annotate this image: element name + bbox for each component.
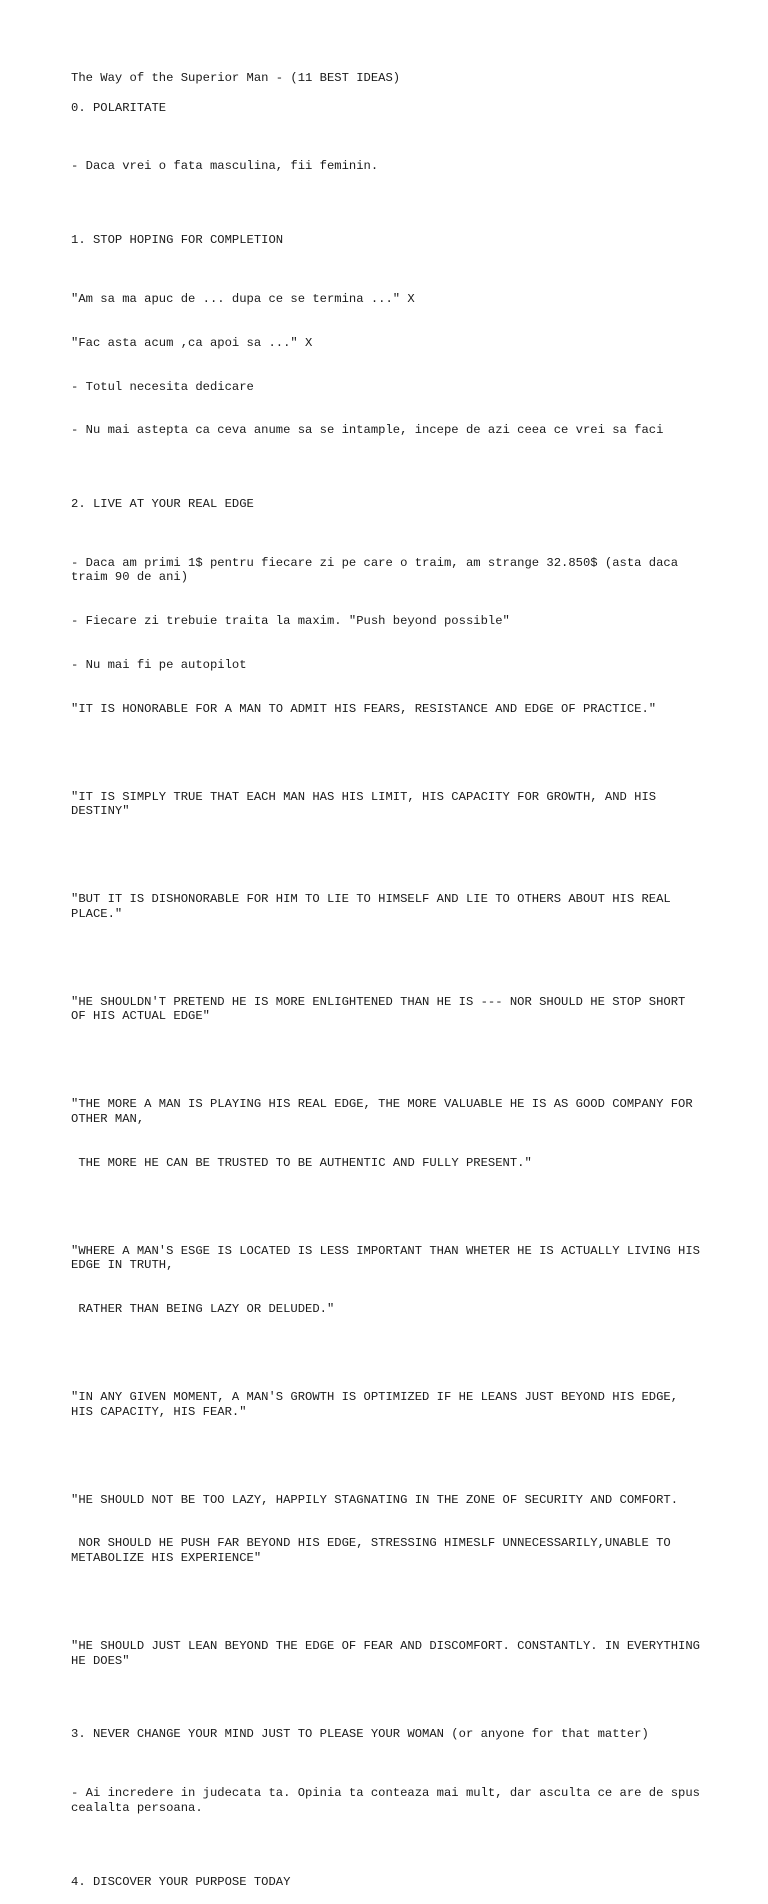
quote-line: "THE MORE A MAN IS PLAYING HIS REAL EDGE, THE MORE VALUABLE HE IS AS GOOD COMPANY FOR OTHER MAN, [71,1097,700,1127]
document-title: The Way of the Superior Man - (11 BEST IDEAS) [71,71,401,85]
quote-paragraph [71,1215,708,1346]
section-1-body [71,263,701,467]
section-heading-4: 4. DISCOVER YOUR PURPOSE TODAY [71,1874,291,1889]
section-2-body [71,527,701,746]
quote-line: "HE SHOULD NOT BE TOO LAZY, HAPPILY STAGNATING IN THE ZONE OF SECURITY AND COMFORT. [71,1492,679,1507]
text-line: "Fac asta acum ,ca apoi sa ..." X [71,335,313,350]
text-line: "IT IS HONORABLE FOR A MAN TO ADMIT HIS FEARS, RESISTANCE AND EDGE OF PRACTICE." [71,701,657,716]
text-line: - Daca am primi 1$ pentru fiecare zi pe care o traim, am strange 32.850$ (asta daca traim 90 de ani) [71,555,686,585]
text-line: "Am sa ma apuc de ... dupa ce se termina ..." X [71,291,415,306]
quote-paragraph [71,761,701,849]
text-line: - Ai incredere in judecata ta. Opinia ta conteaza mai mult, dar asculta ce are de spus cealalta persoana. [71,1786,708,1815]
section-heading-0: 0. POLARITATE [71,100,167,115]
quote-paragraph [71,1464,701,1595]
quote-paragraph [71,863,701,951]
quote-line: "HE SHOULD JUST LEAN BEYOND THE EDGE OF FEAR AND DISCOMFORT. CONSTANTLY. IN EVERYTHING HE DOES" [71,1639,708,1668]
text-line: - Nu mai fi pe autopilot [71,658,247,672]
section-3-body [71,1757,708,1845]
quote-paragraph [71,966,701,1054]
quote-line: "WHERE A MAN'S ESGE IS LOCATED IS LESS IMPORTANT THAN WHETER HE IS ACTUALLY LIVING HIS EDGE IN TRUTH, [71,1243,708,1273]
text-line: - Totul necesita dedicare [71,379,254,394]
quote-line: THE MORE HE CAN BE TRUSTED TO BE AUTHENTIC AND FULLY PRESENT." [71,1155,532,1170]
text-line: - Daca vrei o fata masculina, fii feminin. [71,159,379,174]
quote-line: "HE SHOULDN'T PRETEND HE IS MORE ENLIGHTENED THAN HE IS --- NOR SHOULD HE STOP SHORT OF HIS ACTUAL EDGE" [71,994,693,1024]
quote-line: "IT IS SIMPLY TRUE THAT EACH MAN HAS HIS LIMIT, HIS CAPACITY FOR GROWTH, AND HIS DESTINY" [71,789,664,819]
text-line: - Nu mai astepta ca ceva anume sa se intample, incepe de azi ceea ce vrei sa faci [71,423,664,438]
section-heading-2: 2. LIVE AT YOUR REAL EDGE [71,497,254,512]
text-line: - Fiecare zi trebuie traita la maxim. "Push beyond possible" [71,614,510,629]
section-0-body [71,130,701,203]
section-heading-3: 3. NEVER CHANGE YOUR MIND JUST TO PLEASE YOUR WOMAN (or anyone for that matter) [71,1727,649,1742]
quote-paragraph [71,1068,701,1199]
section-heading-1: 1. STOP HOPING FOR COMPLETION [71,233,284,248]
quote-line: "IN ANY GIVEN MOMENT, A MAN'S GROWTH IS OPTIMIZED IF HE LEANS JUST BEYOND HIS EDGE, HIS CAPACITY, HIS FEAR." [71,1390,686,1419]
quote-line: "BUT IT IS DISHONORABLE FOR HIM TO LIE TO HIMSELF AND LIE TO OTHERS ABOUT HIS REAL PLACE." [71,892,679,921]
quote-line: RATHER THAN BEING LAZY OR DELUDED." [71,1302,335,1317]
quote-line: NOR SHOULD HE PUSH FAR BEYOND HIS EDGE, STRESSING HIMESLF UNNECESSARILY,UNABLE TO METABOLIZE HIS EXPERIENCE" [71,1536,679,1566]
quote-paragraph [71,1361,701,1449]
document-page [71,71,708,1904]
quote-paragraph [71,1610,708,1698]
